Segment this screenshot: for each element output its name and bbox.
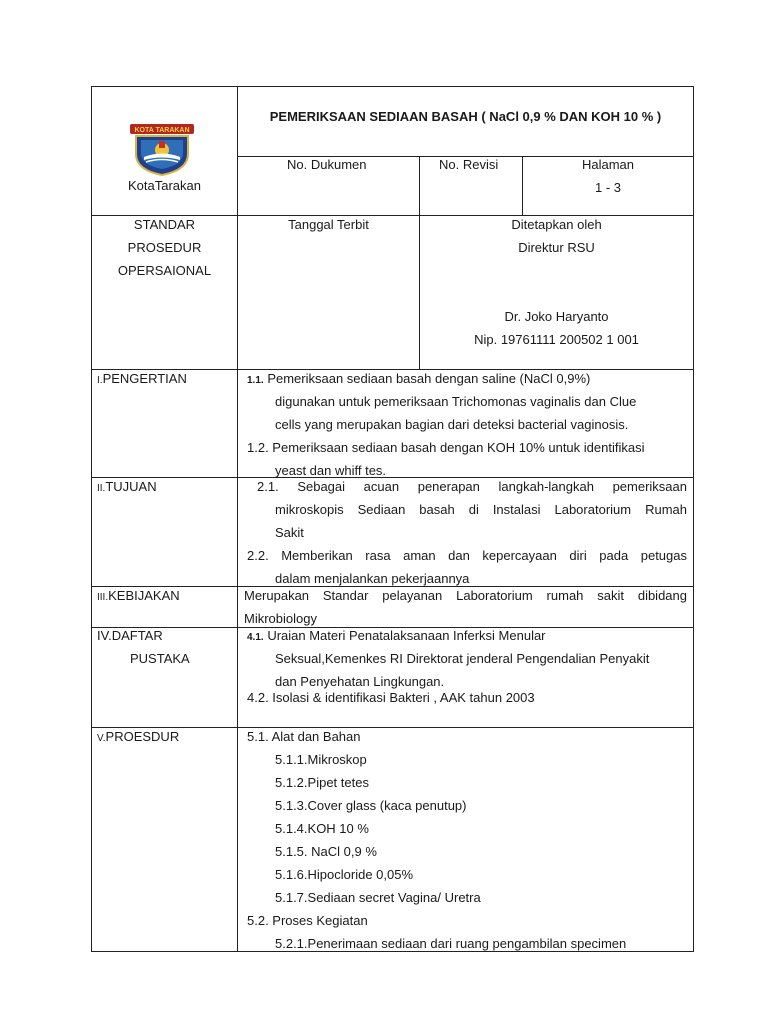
signer-nip: Nip. 19761111 200502 1 001: [474, 332, 639, 347]
section-pengertian-label: [97, 371, 187, 388]
pengertian-line-1: [247, 371, 590, 388]
pengertian-line-2: digunakan untuk pemeriksaan Trichomonas vaginalis dan Clue: [275, 394, 637, 409]
section-tujuan-label: [97, 479, 157, 496]
prosedur-line-1: 5.1. Alat dan Bahan: [247, 729, 361, 744]
prosedur-line-6: 5.1.5. NaCl 0,9 %: [275, 844, 377, 859]
row-divider-6: [91, 727, 694, 728]
column-divider-revisi: [419, 156, 420, 216]
tujuan-line-4: 2.2. Memberikan rasa aman dan kepercayaan diri pada petugas: [247, 548, 687, 563]
section-pustaka-label-1: IV.DAFTAR: [97, 628, 163, 643]
director-title: Direktur RSU: [518, 240, 595, 255]
section-prosedur-label: [97, 729, 179, 746]
document-title: PEMERIKSAAN SEDIAAN BASAH ( NaCl 0,9 % DAN KOH 10 % ): [269, 109, 662, 124]
tujuan-line-1: 2.1. Sebagai acuan penerapan langkah-langkah pemeriksaan: [257, 479, 687, 494]
prosedur-line-4: 5.1.3.Cover glass (kaca penutup): [275, 798, 467, 813]
signer-name: Dr. Joko Haryanto: [504, 309, 609, 324]
tujuan-line-2: mikroskopis Sediaan basah di Instalasi Laboratorium Rumah: [275, 502, 687, 517]
pustaka-line-1-text: Uraian Materi Penatalaksanaan Inferksi Menular: [267, 628, 546, 643]
sop-label-line-1: STANDAR: [133, 217, 196, 232]
kota-tarakan-logo: [126, 124, 198, 176]
section-tujuan-roman: II.: [97, 483, 106, 494]
section-tujuan-title: TUJUAN: [105, 479, 157, 494]
pustaka-line-3: dan Penyehatan Lingkungan.: [275, 674, 445, 689]
tujuan-line-5: dalam menjalankan pekerjaannya: [275, 571, 470, 586]
column-divider-main: [237, 86, 238, 952]
table-border-top: [91, 86, 694, 87]
logo-banner-text: KOTA TARAKAN: [134, 127, 190, 134]
row-divider-3: [91, 477, 694, 478]
revision-label: No. Revisi: [439, 157, 499, 172]
section-pengertian-title: PENGERTIAN: [102, 371, 187, 386]
pengertian-line-4: 1.2. Pemeriksaan sediaan basah dengan KOH 10% untuk identifikasi: [247, 440, 645, 455]
pengertian-item-number: 1.1.: [247, 375, 264, 386]
section-pengertian-roman: I.: [97, 375, 103, 386]
section-prosedur-title: PROESDUR: [105, 729, 180, 744]
approved-by-label: Ditetapkan oleh: [511, 217, 602, 232]
section-prosedur-roman: V.: [97, 733, 106, 744]
section-pustaka-label-2: PUSTAKA: [130, 651, 190, 666]
kebijakan-line-1: Merupakan Standar pelayanan Laboratorium rumah sakit dibidang: [244, 588, 687, 603]
issue-date-label: Tanggal Terbit: [288, 217, 369, 232]
prosedur-line-3: 5.1.2.Pipet tetes: [275, 775, 369, 790]
page-label: Halaman: [581, 157, 635, 172]
row-divider-4: [91, 586, 694, 587]
pengertian-line-3: cells yang merupakan bagian dari deteksi bacterial vaginosis.: [275, 417, 629, 432]
pustaka-line-2: Seksual,Kemenkes RI Direktorat jenderal Pengendalian Penyakit: [275, 651, 650, 666]
section-kebijakan-title: KEBIJAKAN: [108, 588, 180, 603]
prosedur-line-9: 5.2. Proses Kegiatan: [247, 913, 368, 928]
pengertian-line-5: yeast dan whiff tes.: [275, 463, 387, 478]
row-divider-1: [91, 215, 694, 216]
prosedur-line-7: 5.1.6.Hipocloride 0,05%: [275, 867, 414, 882]
doc-number-label: No. Dukumen: [287, 157, 367, 172]
tujuan-line-3: Sakit: [275, 525, 304, 540]
prosedur-line-10: 5.2.1.Penerimaan sediaan dari ruang pengambilan specimen: [275, 936, 627, 951]
section-kebijakan-roman: III.: [97, 592, 109, 603]
sop-label-line-2: PROSEDUR: [127, 240, 202, 255]
table-border-left: [91, 86, 92, 952]
city-name: KotaTarakan: [128, 178, 201, 193]
pustaka-item-number: 4.1.: [247, 632, 264, 643]
kebijakan-line-2: Mikrobiology: [244, 611, 317, 626]
sop-label-line-3: OPERSAIONAL: [117, 263, 212, 278]
pustaka-line-4: 4.2. Isolasi & identifikasi Bakteri , AAK tahun 2003: [247, 690, 535, 705]
table-border-bottom: [91, 951, 694, 952]
pengertian-line-1-text: Pemeriksaan sediaan basah dengan saline (NaCl 0,9%): [267, 371, 591, 386]
table-border-right: [693, 86, 694, 952]
prosedur-line-2: 5.1.1.Mikroskop: [275, 752, 367, 767]
page-value: 1 - 3: [594, 180, 621, 195]
prosedur-line-8: 5.1.7.Sediaan secret Vagina/ Uretra: [275, 890, 481, 905]
row-divider-2: [91, 369, 694, 370]
prosedur-line-5: 5.1.4.KOH 10 %: [275, 821, 369, 836]
pustaka-line-1: [247, 628, 546, 645]
section-kebijakan-label: [97, 588, 180, 605]
